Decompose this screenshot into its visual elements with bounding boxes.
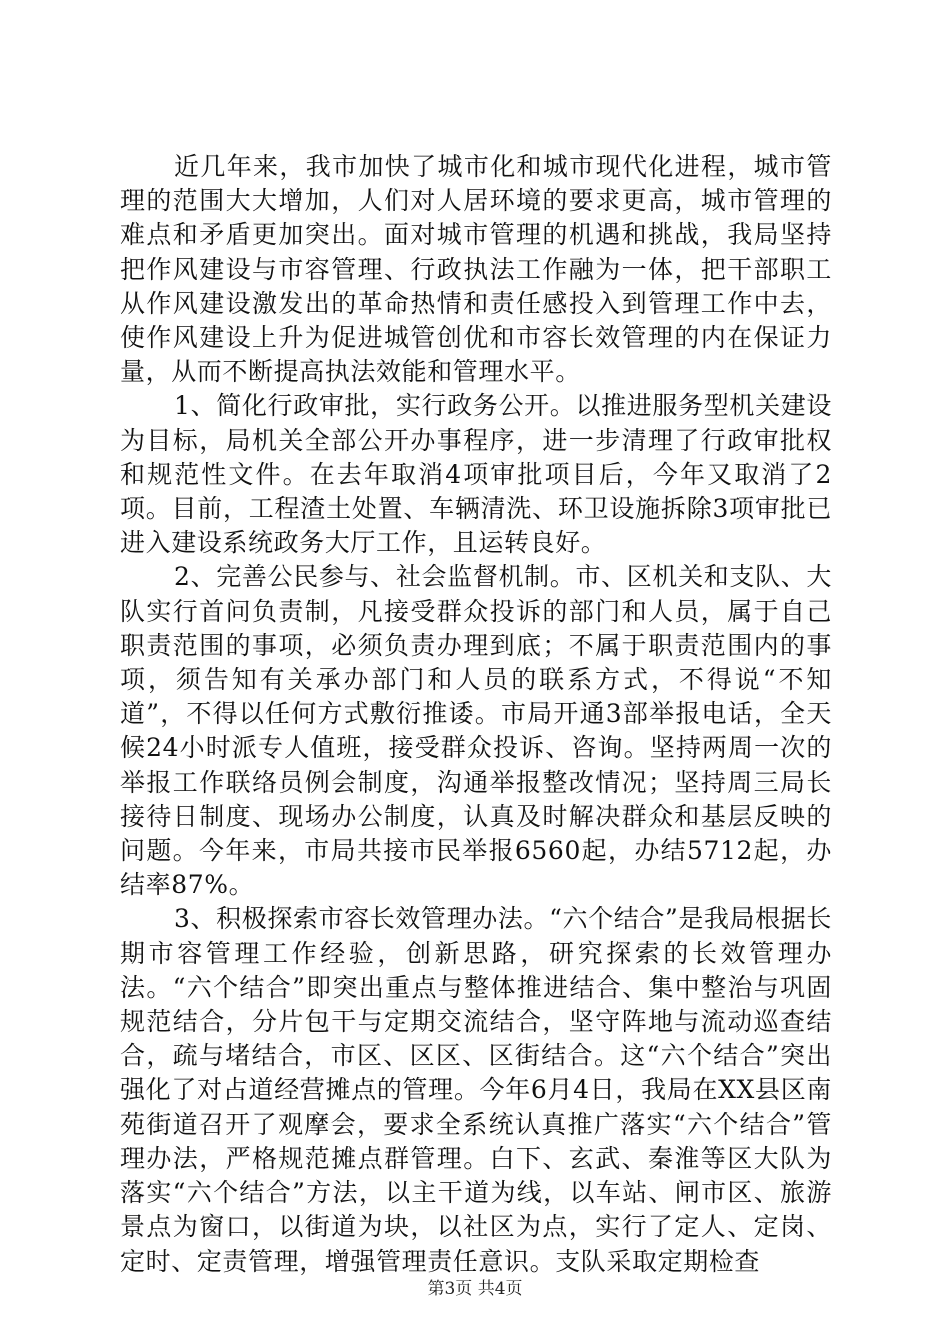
paragraph-intro: 近几年来，我市加快了城市化和城市现代化进程，城市管理的范围大大增加，人们对人居环境的要求更高，城市管理的难点和矛盾更加突出。面对城市管理的机遇和挑战，我局坚持把作风建设与市容管理、行政执法工作融为一体，把干部职工从作风建设激发出的革命热情和责任感投入到管理工作中去，使作风建设上升为促进城管创优和市容长效管理的内在保证力量，从而不断提高执法效能和管理水平。 — [120, 152, 832, 387]
document-body — [120, 150, 832, 1279]
paragraph-item-3: 3、积极探索市容长效管理办法。“六个结合”是我局根据长期市容管理工作经验，创新思路，研究探索的长效管理办法。“六个结合”即突出重点与整体推进结合、集中整治与巩固规范结合，分片包干与定期交流结合，坚守阵地与流动巡查结合，疏与堵结合，市区、区区、区街结合。这“六个结合”突出强化了对占道经营摊点的管理。今年6月4日，我局在XX县区南苑街道召开了观摩会，要求全系统认真推广落实“六个结合”管理办法，严格规范摊点群管理。白下、玄武、秦淮等区大队为落实“六个结合”方法，以主干道为线，以车站、闸市区、旅游景点为窗口，以街道为块，以社区为点，实行了定人、定岗、定时、定责管理，增强管理责任意识。支队采取定期检查 — [120, 904, 832, 1276]
paragraph-item-2: 2、完善公民参与、社会监督机制。市、区机关和支队、大队实行首问负责制，凡接受群众投诉的部门和人员，属于自己职责范围的事项，必须负责办理到底；不属于职责范围内的事项，须告知有关承办部门和人员的联系方式，不得说“不知道”，不得以任何方式敷衍推诿。市局开通3部举报电话，全天候24小时派专人值班，接受群众投诉、咨询。坚持两周一次的举报工作联络员例会制度，沟通举报整改情况；坚持周三局长接待日制度、现场办公制度，认真及时解决群众和基层反映的问题。今年来，市局共接市民举报6560起，办结5712起，办结率87%。 — [120, 562, 832, 900]
page-number-footer: 第3页 共4页 — [427, 1279, 523, 1299]
paragraph-item-1: 1、简化行政审批，实行政务公开。以推进服务型机关建设为目标，局机关全部公开办事程序，进一步清理了行政审批权和规范性文件。在去年取消4项审批项目后，今年又取消了2项。目前，工程渣土处置、车辆清洗、环卫设施拆除3项审批已进入建设系统政务大厅工作，且运转良好。 — [120, 391, 832, 558]
